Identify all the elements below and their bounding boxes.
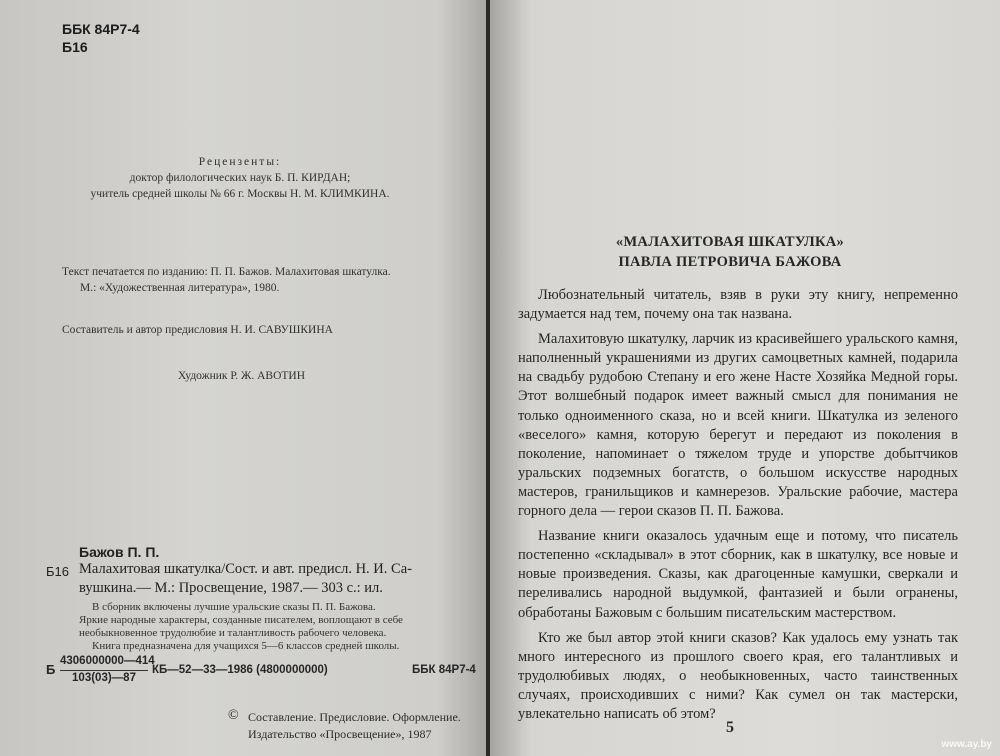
catalog-annotation-4: Книга предназначена для учащихся 5—6 классов средней школы. — [92, 640, 400, 652]
catalog-annotation-3: необыкновенное трудолюбие и талантливость рабочего человека. — [79, 627, 387, 639]
catalog-title-line2: вушкина.— М.: Просвещение, 1987.— 303 с.: ил. — [79, 580, 383, 596]
article-body — [518, 286, 958, 730]
edition-note-line2: М.: «Художественная литература», 1980. — [80, 282, 280, 294]
kb-code: КБ—52—33—1986 (4800000000) — [152, 664, 328, 676]
page-number: 5 — [726, 719, 734, 736]
catalog-b-letter: Б — [46, 662, 56, 677]
paragraph-2: Малахитовую шкатулку, ларчик из красивейшего уральского камня, наполненный украшениями из других самоцветных камней, подарила на свадьбу рудобою Степану и его жене Насте Хозяйка Медной горы. Этот волшебный подарок имеет важный смысл для понимания не только одноименного сказа, но и всей книги. Шкатулка из зеленого «веселого» камня, которую берегут и передают из поколения в поколение, напоминает о тяжелом труде и упорстве добытчиков уральских подземных богатств, о большом искусстве народных мастеров, гранильщиков и камнерезов. Уральские рабочие, мастера горного дела — герои сказов П. П. Бажова. — [518, 331, 958, 520]
reviewer-2: учитель средней школы № 66 г. Москвы Н. М. КЛИМКИНА. — [90, 188, 390, 200]
article-heading — [610, 232, 850, 272]
fraction-bottom: 103(03)—87 — [72, 672, 136, 684]
fraction-line — [60, 670, 148, 671]
compiler-credit: Составитель и автор предисловия Н. И. САВУШКИНА — [62, 324, 333, 336]
copyright-symbol: © — [228, 708, 239, 723]
catalog-mark: Б16 — [46, 564, 69, 579]
right-page — [490, 0, 1000, 756]
bbk-code: ББК 84Р7-4 — [62, 21, 140, 37]
heading-line2: ПАВЛА ПЕТРОВИЧА БАЖОВА — [618, 254, 842, 270]
author-mark: Б16 — [62, 39, 88, 55]
heading-line1: «МАЛАХИТОВАЯ ШКАТУЛКА» — [615, 234, 845, 250]
reviewers-heading: Рецензенты: — [198, 156, 282, 168]
edition-note-line1: Текст печатается по изданию: П. П. Бажов. Малахитовая шкатулка. — [62, 266, 391, 278]
catalog-author: Бажов П. П. — [79, 544, 160, 560]
paragraph-3: Название книги оказалось удачным еще и потому, что писатель постепенно «складывал» в этот сборник, как в шкатулку, все новые и новые произведения. Сказы, как драгоценные камушки, сверкали и переливались народной выдумкой, фантазией и были огранены, обработаны Бажовым с большим писательским мастерством. — [518, 528, 958, 621]
catalog-title-line1: Малахитовая шкатулка/Сост. и авт. предисл. Н. И. Са- — [79, 561, 412, 577]
catalog-annotation-2: Яркие народные характеры, созданные писателем, воплощают в себе — [79, 614, 403, 626]
left-page — [0, 0, 486, 756]
paragraph-1: Любознательный читатель, взяв в руки эту книгу, непременно задумается над тем, почему она так названа. — [518, 287, 958, 323]
watermark: www.ay.by — [941, 739, 992, 750]
fraction-top: 4306000000—414 — [60, 655, 155, 667]
copyright-line1: Составление. Предисловие. Оформление. — [248, 710, 461, 724]
copyright-line2: Издательство «Просвещение», 1987 — [248, 727, 432, 741]
artist-credit: Художник Р. Ж. АВОТИН — [178, 370, 306, 382]
catalog-bbk: ББК 84Р7-4 — [412, 664, 476, 676]
reviewer-1: доктор филологических наук Б. П. КИРДАН; — [129, 172, 351, 184]
catalog-annotation-1: В сборник включены лучшие уральские сказы П. П. Бажова. — [92, 601, 376, 613]
paragraph-4: Кто же был автор этой книги сказов? Как удалось ему узнать так много интересного из прошлого своего края, его талантливых и трудолюбивых людях, о необыкновенных, часто таинственных случаях, происходивших с ними? Как сумел он так мастерски, увлекательно написать об этом? — [518, 629, 958, 722]
